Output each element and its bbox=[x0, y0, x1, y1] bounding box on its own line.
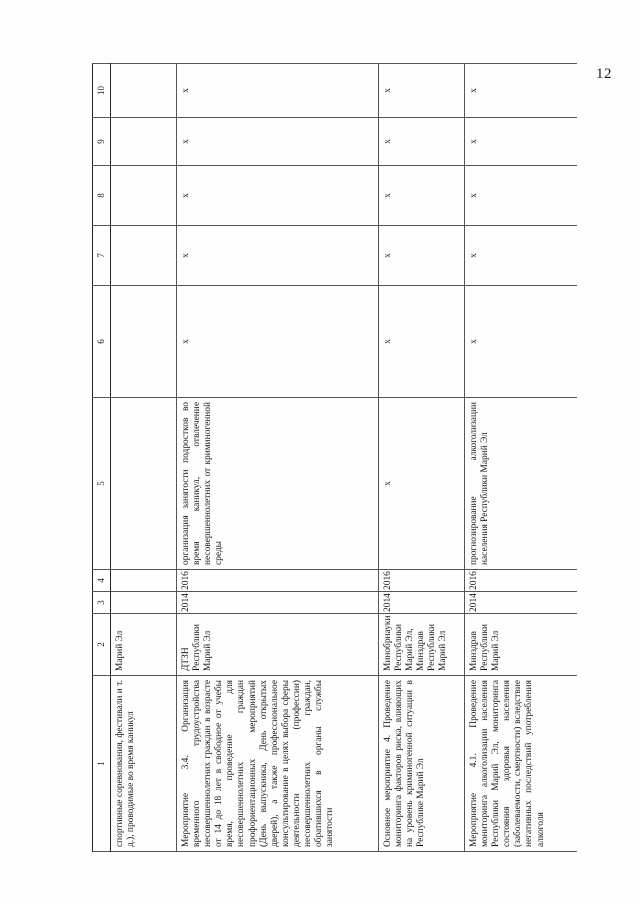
end-year-cell: 2016 bbox=[177, 570, 379, 592]
cell-col8: x bbox=[465, 166, 577, 226]
cell-col7: x bbox=[379, 226, 465, 286]
program-measures-table bbox=[92, 63, 577, 852]
start-year-cell: 2014 bbox=[379, 592, 465, 614]
column-header-3: 3 bbox=[93, 592, 111, 614]
cell-col7: x bbox=[177, 226, 379, 286]
executor-cell: Марий Эл bbox=[111, 614, 177, 676]
cell-col6: x bbox=[465, 286, 577, 398]
executor-cell: Минобрнауки Республики Марий Эл, Минздрав Республики Марий Эл bbox=[379, 614, 465, 676]
column-header-8: 8 bbox=[93, 166, 111, 226]
cell-col6 bbox=[111, 286, 177, 398]
result-cell: организация занятости подростков во время каникул, отвлечение несовершеннолетних от криминогенной среды bbox=[177, 398, 379, 570]
cell-col9: x bbox=[465, 118, 577, 166]
cell-col9 bbox=[111, 118, 177, 166]
executor-cell: Минздрав Республики Марий Эл bbox=[465, 614, 577, 676]
measure-cell: Основное мероприятие 4. Проведение мониторинга факторов риска, влияющих на уровень криминогенной ситуации в Республике Марий Эл bbox=[379, 676, 465, 852]
cell-col7: x bbox=[465, 226, 577, 286]
start-year-cell: 2014 bbox=[177, 592, 379, 614]
result-cell: прогнозирование алкоголизации населения Республики Марий Эл bbox=[465, 398, 577, 570]
table-row bbox=[111, 64, 177, 852]
cell-col9: x bbox=[177, 118, 379, 166]
table-row bbox=[465, 64, 577, 852]
column-header-9: 9 bbox=[93, 118, 111, 166]
measure-cell: Мероприятие 3.4. Организация временного трудоустройства несовершеннолетних граждан в возрасте от 14 до 18 лет в свободное от учебы время, проведение для несовершеннолетних граждан профориентационных мероприятий (День выпускника, День открытых дверей), а также профессиональное консультирование в целях выбора сферы деятельности (профессии) несовершеннолетних граждан, обратившихся в органы службы занятости bbox=[177, 676, 379, 852]
cell-col10 bbox=[111, 64, 177, 118]
result-cell: x bbox=[379, 398, 465, 570]
column-header-1: 1 bbox=[93, 676, 111, 852]
cell-col7 bbox=[111, 226, 177, 286]
cell-col9: x bbox=[379, 118, 465, 166]
measure-cell: спортивные соревнования, фестивали и т. д.), проводимые во время каникул bbox=[111, 676, 177, 852]
column-header-6: 6 bbox=[93, 286, 111, 398]
end-year-cell bbox=[111, 570, 177, 592]
start-year-cell bbox=[111, 592, 177, 614]
column-header-7: 7 bbox=[93, 226, 111, 286]
cell-col10: x bbox=[379, 64, 465, 118]
start-year-cell: 2014 bbox=[465, 592, 577, 614]
cell-col10: x bbox=[177, 64, 379, 118]
cell-col8 bbox=[111, 166, 177, 226]
cell-col6: x bbox=[379, 286, 465, 398]
cell-col8: x bbox=[177, 166, 379, 226]
measure-cell: Мероприятие 4.1. Проведение мониторинга алкоголизации населения Республики Марий Эл, мониторинга состояния здоровья населения (заболеваемости, смертности) вследствие негативных последствий употребления алкоголя bbox=[465, 676, 577, 852]
page-number: 12 bbox=[596, 66, 612, 82]
executor-cell: ДТЗН Республики Марий Эл bbox=[177, 614, 379, 676]
column-header-2: 2 bbox=[93, 614, 111, 676]
header-row bbox=[93, 64, 111, 852]
end-year-cell: 2016 bbox=[379, 570, 465, 592]
table-row bbox=[177, 64, 379, 852]
cell-col8: x bbox=[379, 166, 465, 226]
column-header-4: 4 bbox=[93, 570, 111, 592]
rotated-table-frame bbox=[92, 64, 612, 852]
column-header-5: 5 bbox=[93, 398, 111, 570]
end-year-cell: 2016 bbox=[465, 570, 577, 592]
result-cell bbox=[111, 398, 177, 570]
cell-col6: x bbox=[177, 286, 379, 398]
table-row bbox=[379, 64, 465, 852]
column-header-10: 10 bbox=[93, 64, 111, 118]
cell-col10: x bbox=[465, 64, 577, 118]
